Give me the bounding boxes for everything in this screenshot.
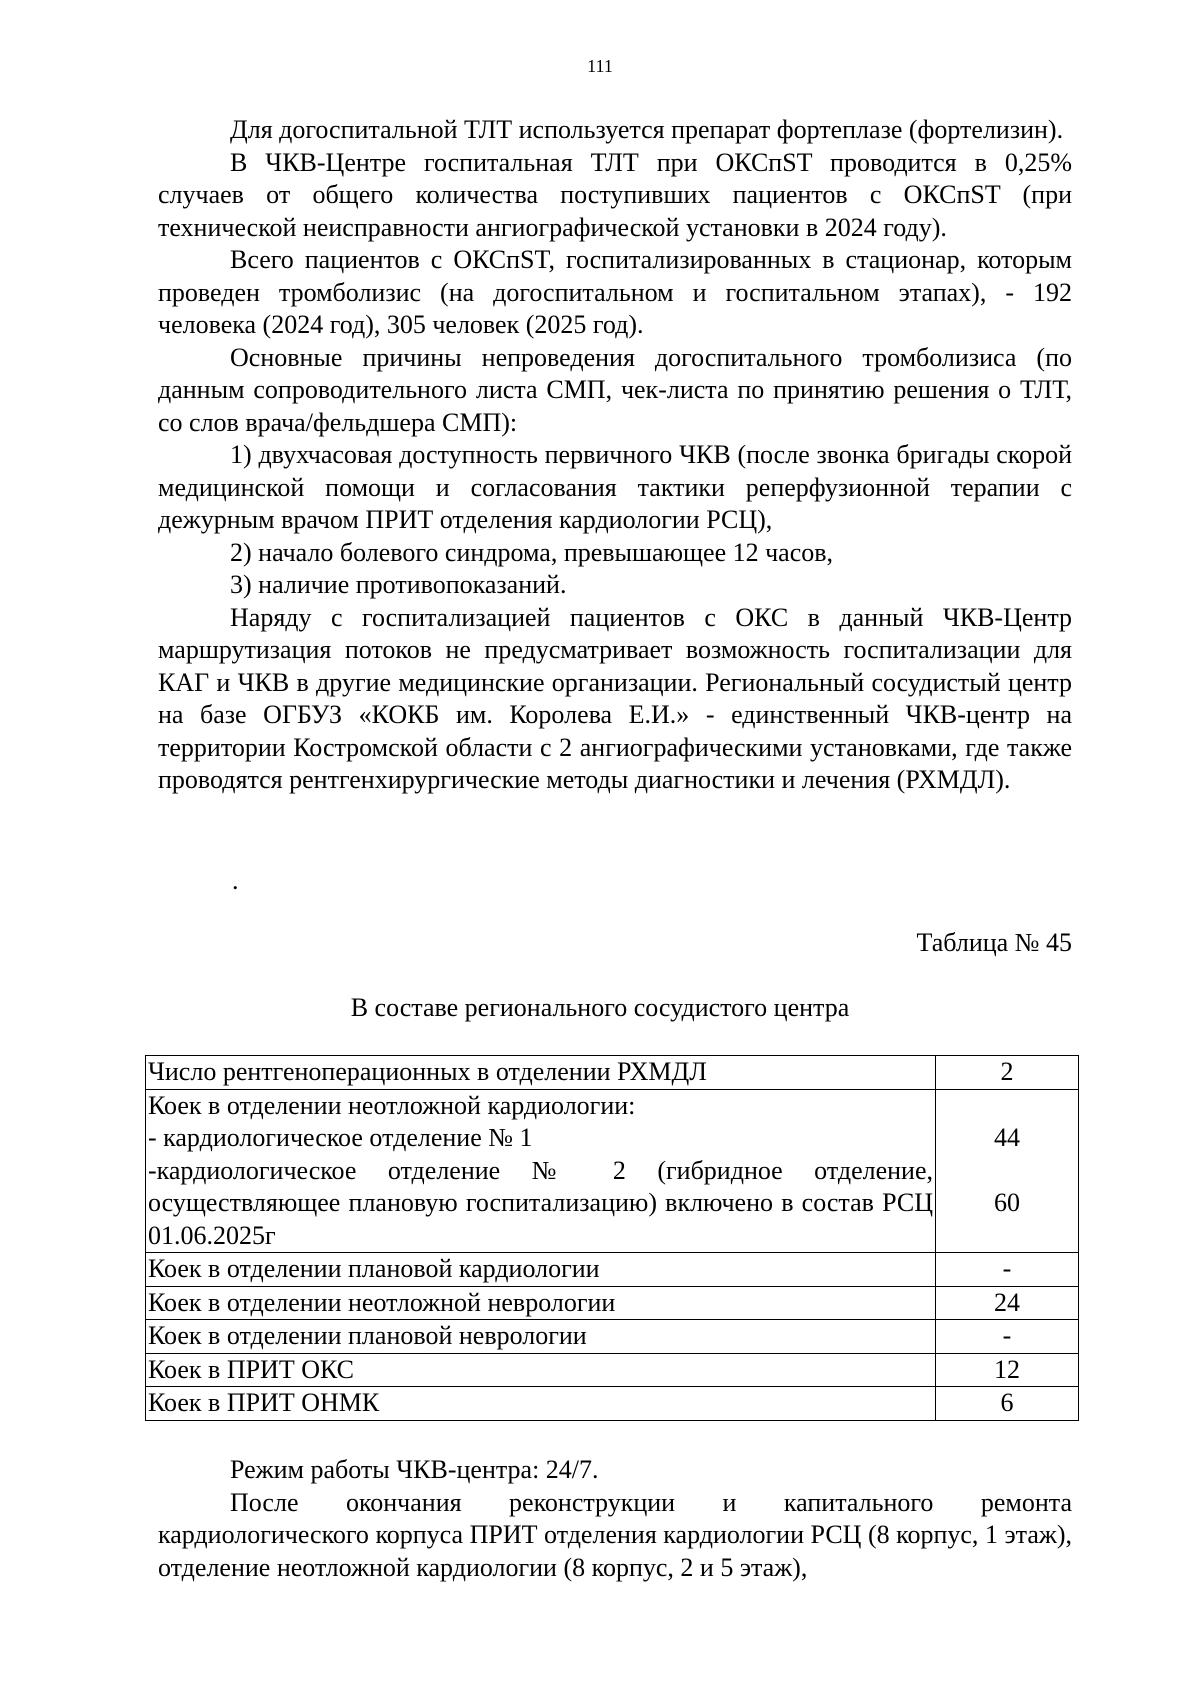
row-label: Число рентгеноперационных в отделении РХМДЛ — [146, 1056, 936, 1090]
table-row — [146, 1089, 1079, 1253]
table-row — [146, 1286, 1079, 1320]
table-caption: Таблица № 45 — [916, 928, 1072, 957]
row-value: 24 — [936, 1286, 1079, 1320]
list-item: 1) двухчасовая доступность первичного ЧКВ (после звонка бригады скорой медицинской помощи и согласования тактики реперфузионной терапии с дежурным врачом ПРИТ отделения кардиологии РСЦ), — [158, 440, 1072, 534]
row-value: 12 — [936, 1353, 1079, 1387]
table-row — [146, 1320, 1079, 1354]
table-row — [146, 1056, 1079, 1090]
table-row — [146, 1387, 1079, 1421]
table-row — [146, 1353, 1079, 1387]
group-heading: Коек в отделении неотложной кардиологии: — [148, 1090, 636, 1120]
row-label: Коек в ПРИТ ОКС — [146, 1353, 936, 1387]
sub-row-label: - кардиологическое отделение № 1 — [148, 1123, 533, 1152]
paragraph: Основные причины непроведения догоспитального тромболизиса (по данным сопроводительного листа СМП, чек-листа по принятию решения о ТЛТ, со слов врача/фельдшера СМП): — [158, 342, 1072, 437]
sub-row-label: -кардиологическое отделение № 2 (гибридное отделение, осуществляющее плановую госпитализацию) включено в состав РСЦ 01.06.2025г — [148, 1155, 933, 1250]
spacer — [938, 1090, 1076, 1123]
data-table — [145, 1055, 1079, 1421]
paragraph: Для догоспитальной ТЛТ используется препарат фортеплазе (фортелизин). — [230, 115, 1064, 144]
sub-row-value: 44 — [994, 1123, 1020, 1152]
row-label: Коек в отделении неотложной неврологии — [146, 1286, 936, 1320]
row-value: - — [936, 1320, 1079, 1354]
row-value: 6 — [936, 1387, 1079, 1421]
row-value: 2 — [936, 1056, 1079, 1090]
row-value: - — [936, 1253, 1079, 1287]
list-item: 3) наличие противопоказаний. — [230, 570, 567, 599]
table-title: В составе регионального сосудистого центра — [350, 993, 850, 1022]
row-label: Коек в отделении плановой кардиологии — [146, 1253, 936, 1287]
paragraph: В ЧКВ-Центре госпитальная ТЛТ при ОКСпST проводится в 0,25% случаев от общего количества поступивших пациентов с ОКСпST (при технической неисправности ангиографической установки в 2024 году). — [158, 147, 1072, 242]
body-text — [158, 114, 1072, 797]
list-item: 2) начало болевого синдрома, превышающее 12 часов, — [230, 537, 834, 567]
sub-row-value: 60 — [994, 1188, 1020, 1217]
paragraph: Наряду с госпитализацией пациентов с ОКС в данный ЧКВ-Центр маршрутизация потоков не предусматривает возможность госпитализации для КАГ и ЧКВ в другие медицинские организации. Региональный сосудистый центр на базе ОГБУЗ «КОКБ им. Королева Е.И.» - единственный ЧКВ-центр на территории Костромской области с 2 ангиографическими установками, где также проводятся рентгенхирургические методы диагностики и лечения (РХМДЛ). — [158, 602, 1072, 794]
paragraph: Всего пациентов с ОКСпST, госпитализированных в стационар, которым проведен тромболизис (на догоспитальном и госпитальном этапах), - 192 человека (2024 год), 305 человек (2025 год). — [158, 245, 1072, 339]
row-label-group — [146, 1089, 936, 1253]
row-label: Коек в отделении плановой неврологии — [146, 1320, 936, 1354]
spacer — [938, 1220, 1076, 1253]
row-label: Коек в ПРИТ ОНМК — [146, 1387, 936, 1421]
paragraph: Режим работы ЧКВ-центра: 24/7. — [230, 1455, 599, 1484]
bottom-text — [158, 1454, 1072, 1584]
page-number: 111 — [587, 56, 613, 76]
stray-mark: . — [232, 866, 239, 895]
row-value-group — [936, 1089, 1079, 1253]
paragraph: После окончания реконструкции и капитального ремонта кардиологического корпуса ПРИТ отделения кардиологии РСЦ (8 корпус, 1 этаж), отделение неотложной кардиологии (8 корпус, 2 и 5 этаж), — [158, 1487, 1072, 1582]
spacer — [938, 1155, 1076, 1188]
table-row — [146, 1253, 1079, 1287]
